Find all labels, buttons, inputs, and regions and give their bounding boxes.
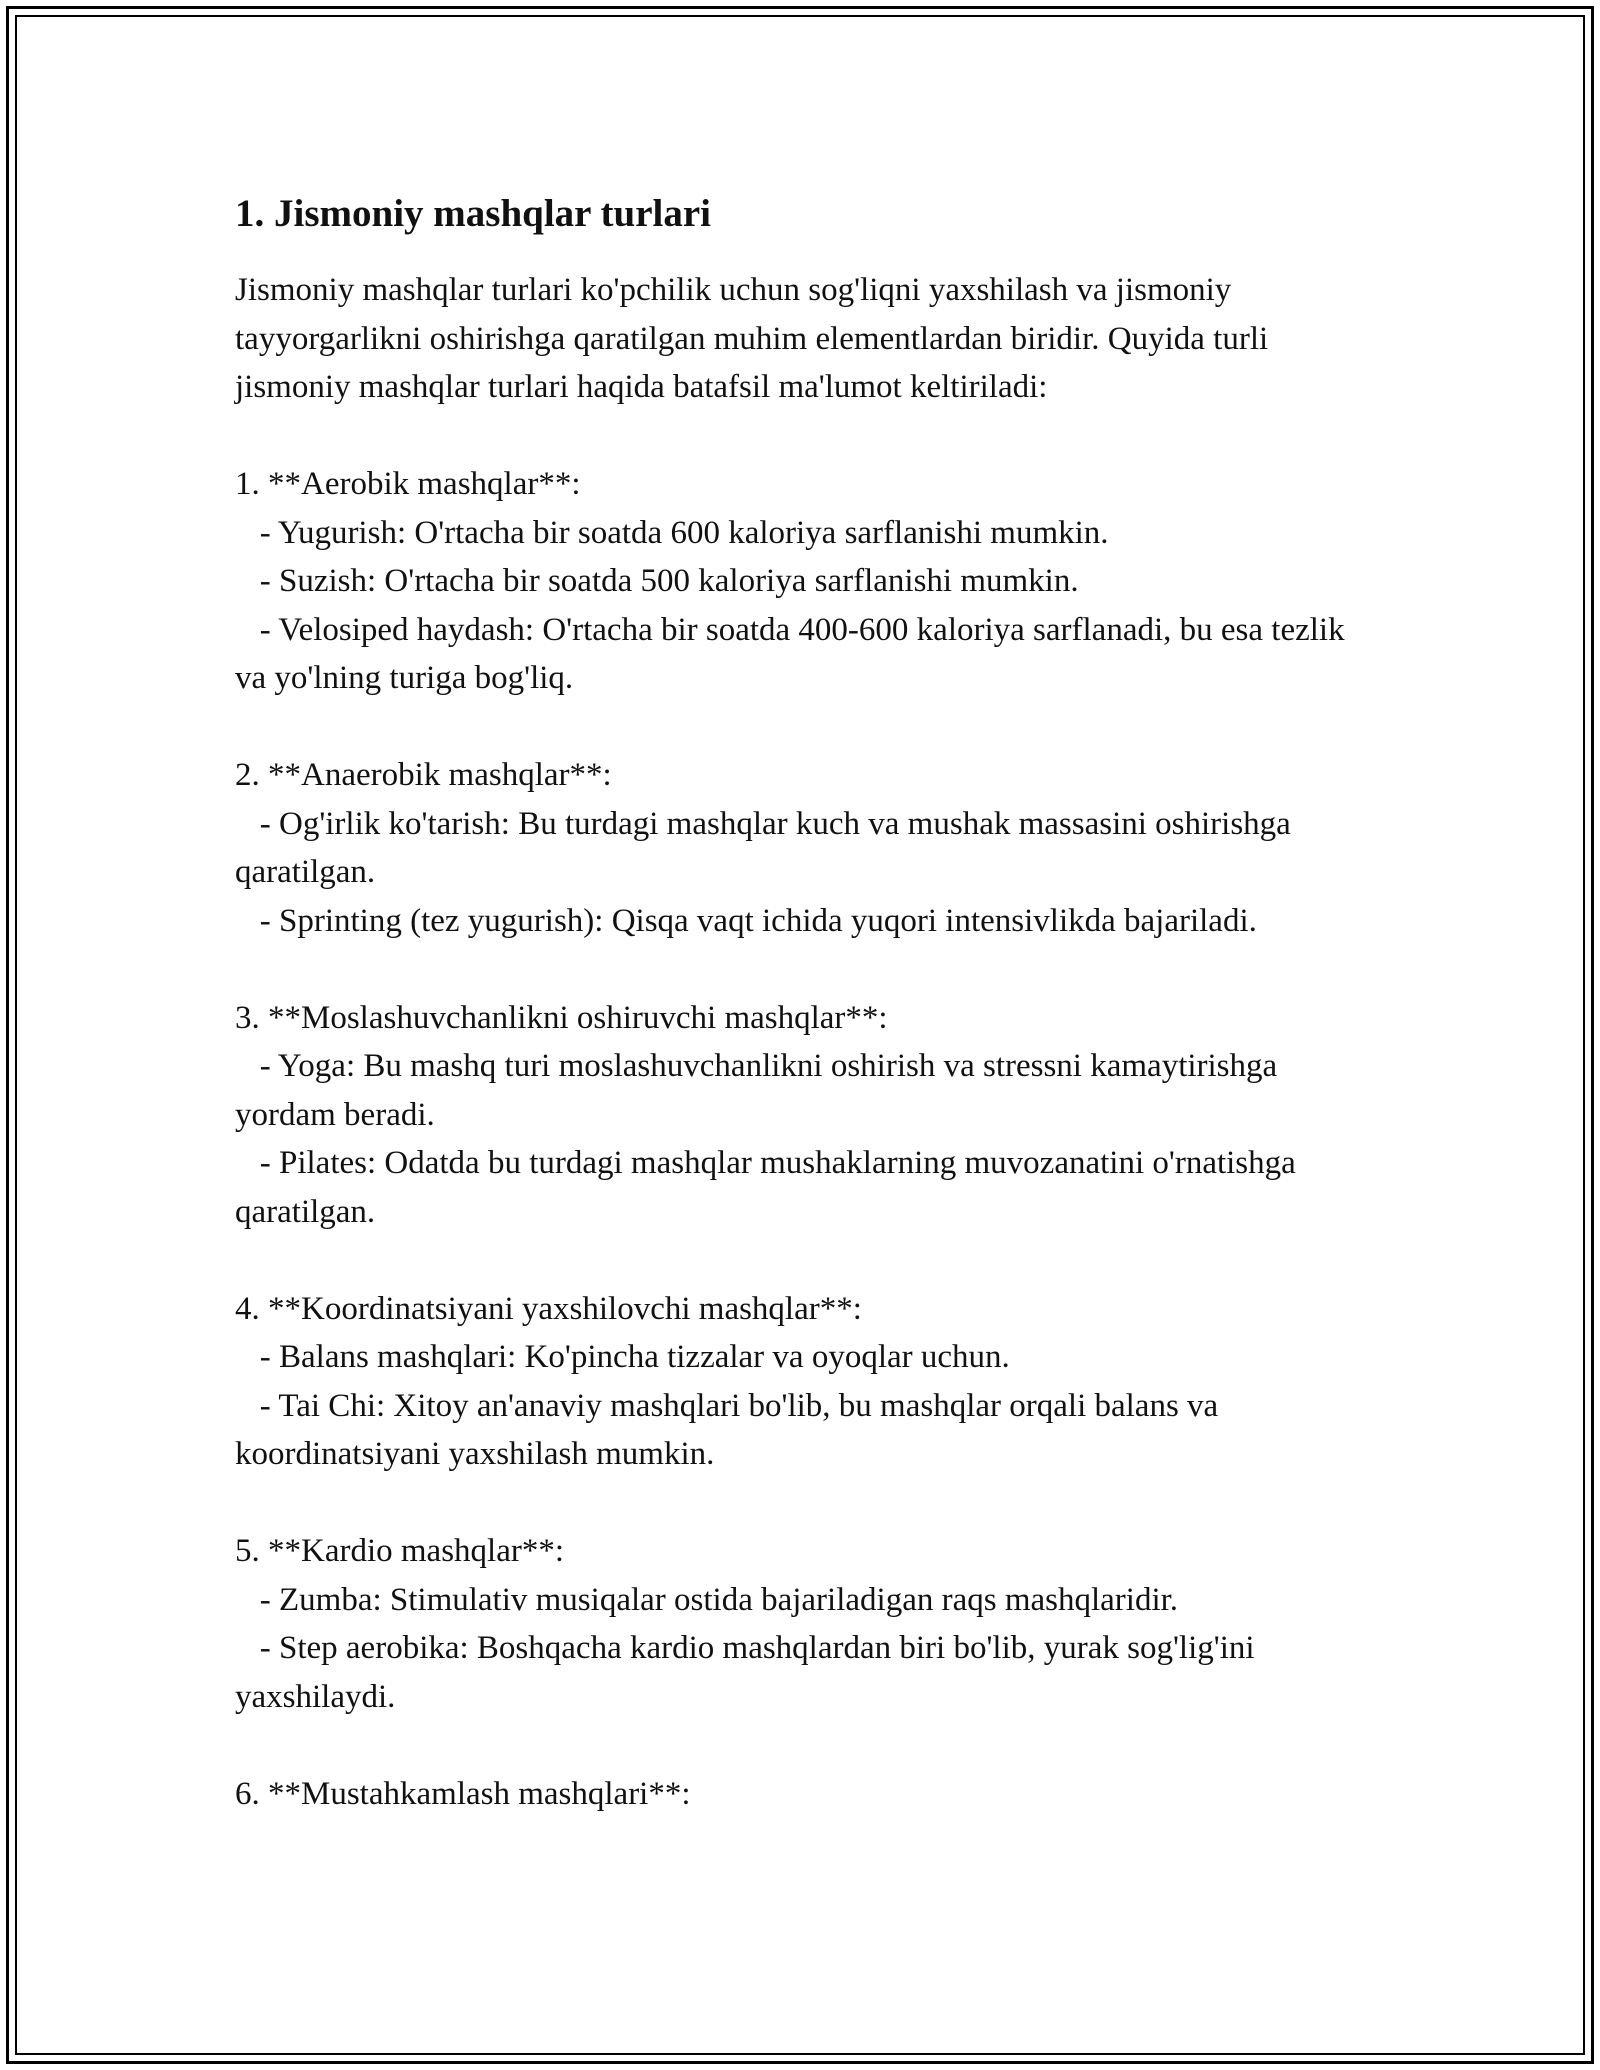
list-item: - Velosiped haydash: O'rtacha bir soatda 400-600 kaloriya sarflanadi, bu esa tezlik va yo'lning turiga bog'liq. (235, 611, 1353, 696)
document-title: 1. Jismoniy mashqlar turlari (235, 192, 711, 235)
section-title: 2. **Anaerobik mashqlar**: (235, 757, 612, 793)
document-body (235, 188, 1365, 1818)
intro-paragraph: Jismoniy mashqlar turlari ko'pchilik uchun sog'liqni yaxshilash va jismoniy tayyorgarlikni oshirishga qaratilgan muhim elementlardan biridir. Quyida turli jismoniy mashqlar turlari haqida batafsil ma'lumot keltiriladi: (235, 272, 1269, 405)
section-cardio (235, 1527, 1365, 1721)
section-title: 1. **Aerobik mashqlar**: (235, 466, 581, 502)
list-item: - Yoga: Bu mashq turi moslashuvchanlikni oshirish va stressni kamaytirishga yordam beradi. (235, 1048, 1286, 1133)
list-item: - Step aerobika: Boshqacha kardio mashqlardan biri bo'lib, yurak sog'lig'ini yaxshilaydi. (235, 1630, 1263, 1715)
section-coordination (235, 1285, 1365, 1479)
section-strengthening (235, 1770, 1365, 1819)
section-title: 4. **Koordinatsiyani yaxshilovchi mashqlar**: (235, 1290, 862, 1327)
section-anaerobic (235, 751, 1365, 945)
list-item: - Balans mashqlari: Ko'pincha tizzalar va oyoqlar uchun. (235, 1339, 1010, 1375)
section-aerobic (235, 460, 1365, 703)
section-title: 6. **Mustahkamlash mashqlari**: (235, 1775, 691, 1812)
list-item: - Tai Chi: Xitoy an'anaviy mashqlari bo'lib, bu mashqlar orqali balans va koordinatsiyani yaxshilash mumkin. (235, 1387, 1227, 1472)
section-title: 3. **Moslashuvchanlikni oshiruvchi mashqlar**: (235, 999, 888, 1036)
section-flexibility (235, 994, 1365, 1237)
section-title: 5. **Kardio mashqlar**: (235, 1533, 565, 1569)
list-item: - Sprinting (tez yugurish): Qisqa vaqt ichida yuqori intensivlikda bajariladi. (235, 902, 1257, 939)
list-item: - Zumba: Stimulativ musiqalar ostida bajariladigan raqs mashqlaridir. (235, 1581, 1179, 1618)
list-item: - Og'irlik ko'tarish: Bu turdagi mashqlar kuch va mushak massasini oshirishga qaratilgan. (235, 805, 1300, 890)
list-item: - Yugurish: O'rtacha bir soatda 600 kaloriya sarflanishi mumkin. (235, 514, 1109, 551)
list-item: - Suzish: O'rtacha bir soatda 500 kaloriya sarflanishi mumkin. (235, 563, 1079, 599)
list-item: - Pilates: Odatda bu turdagi mashqlar mushaklarning muvozanatini o'rnatishga qaratilgan. (235, 1145, 1305, 1230)
